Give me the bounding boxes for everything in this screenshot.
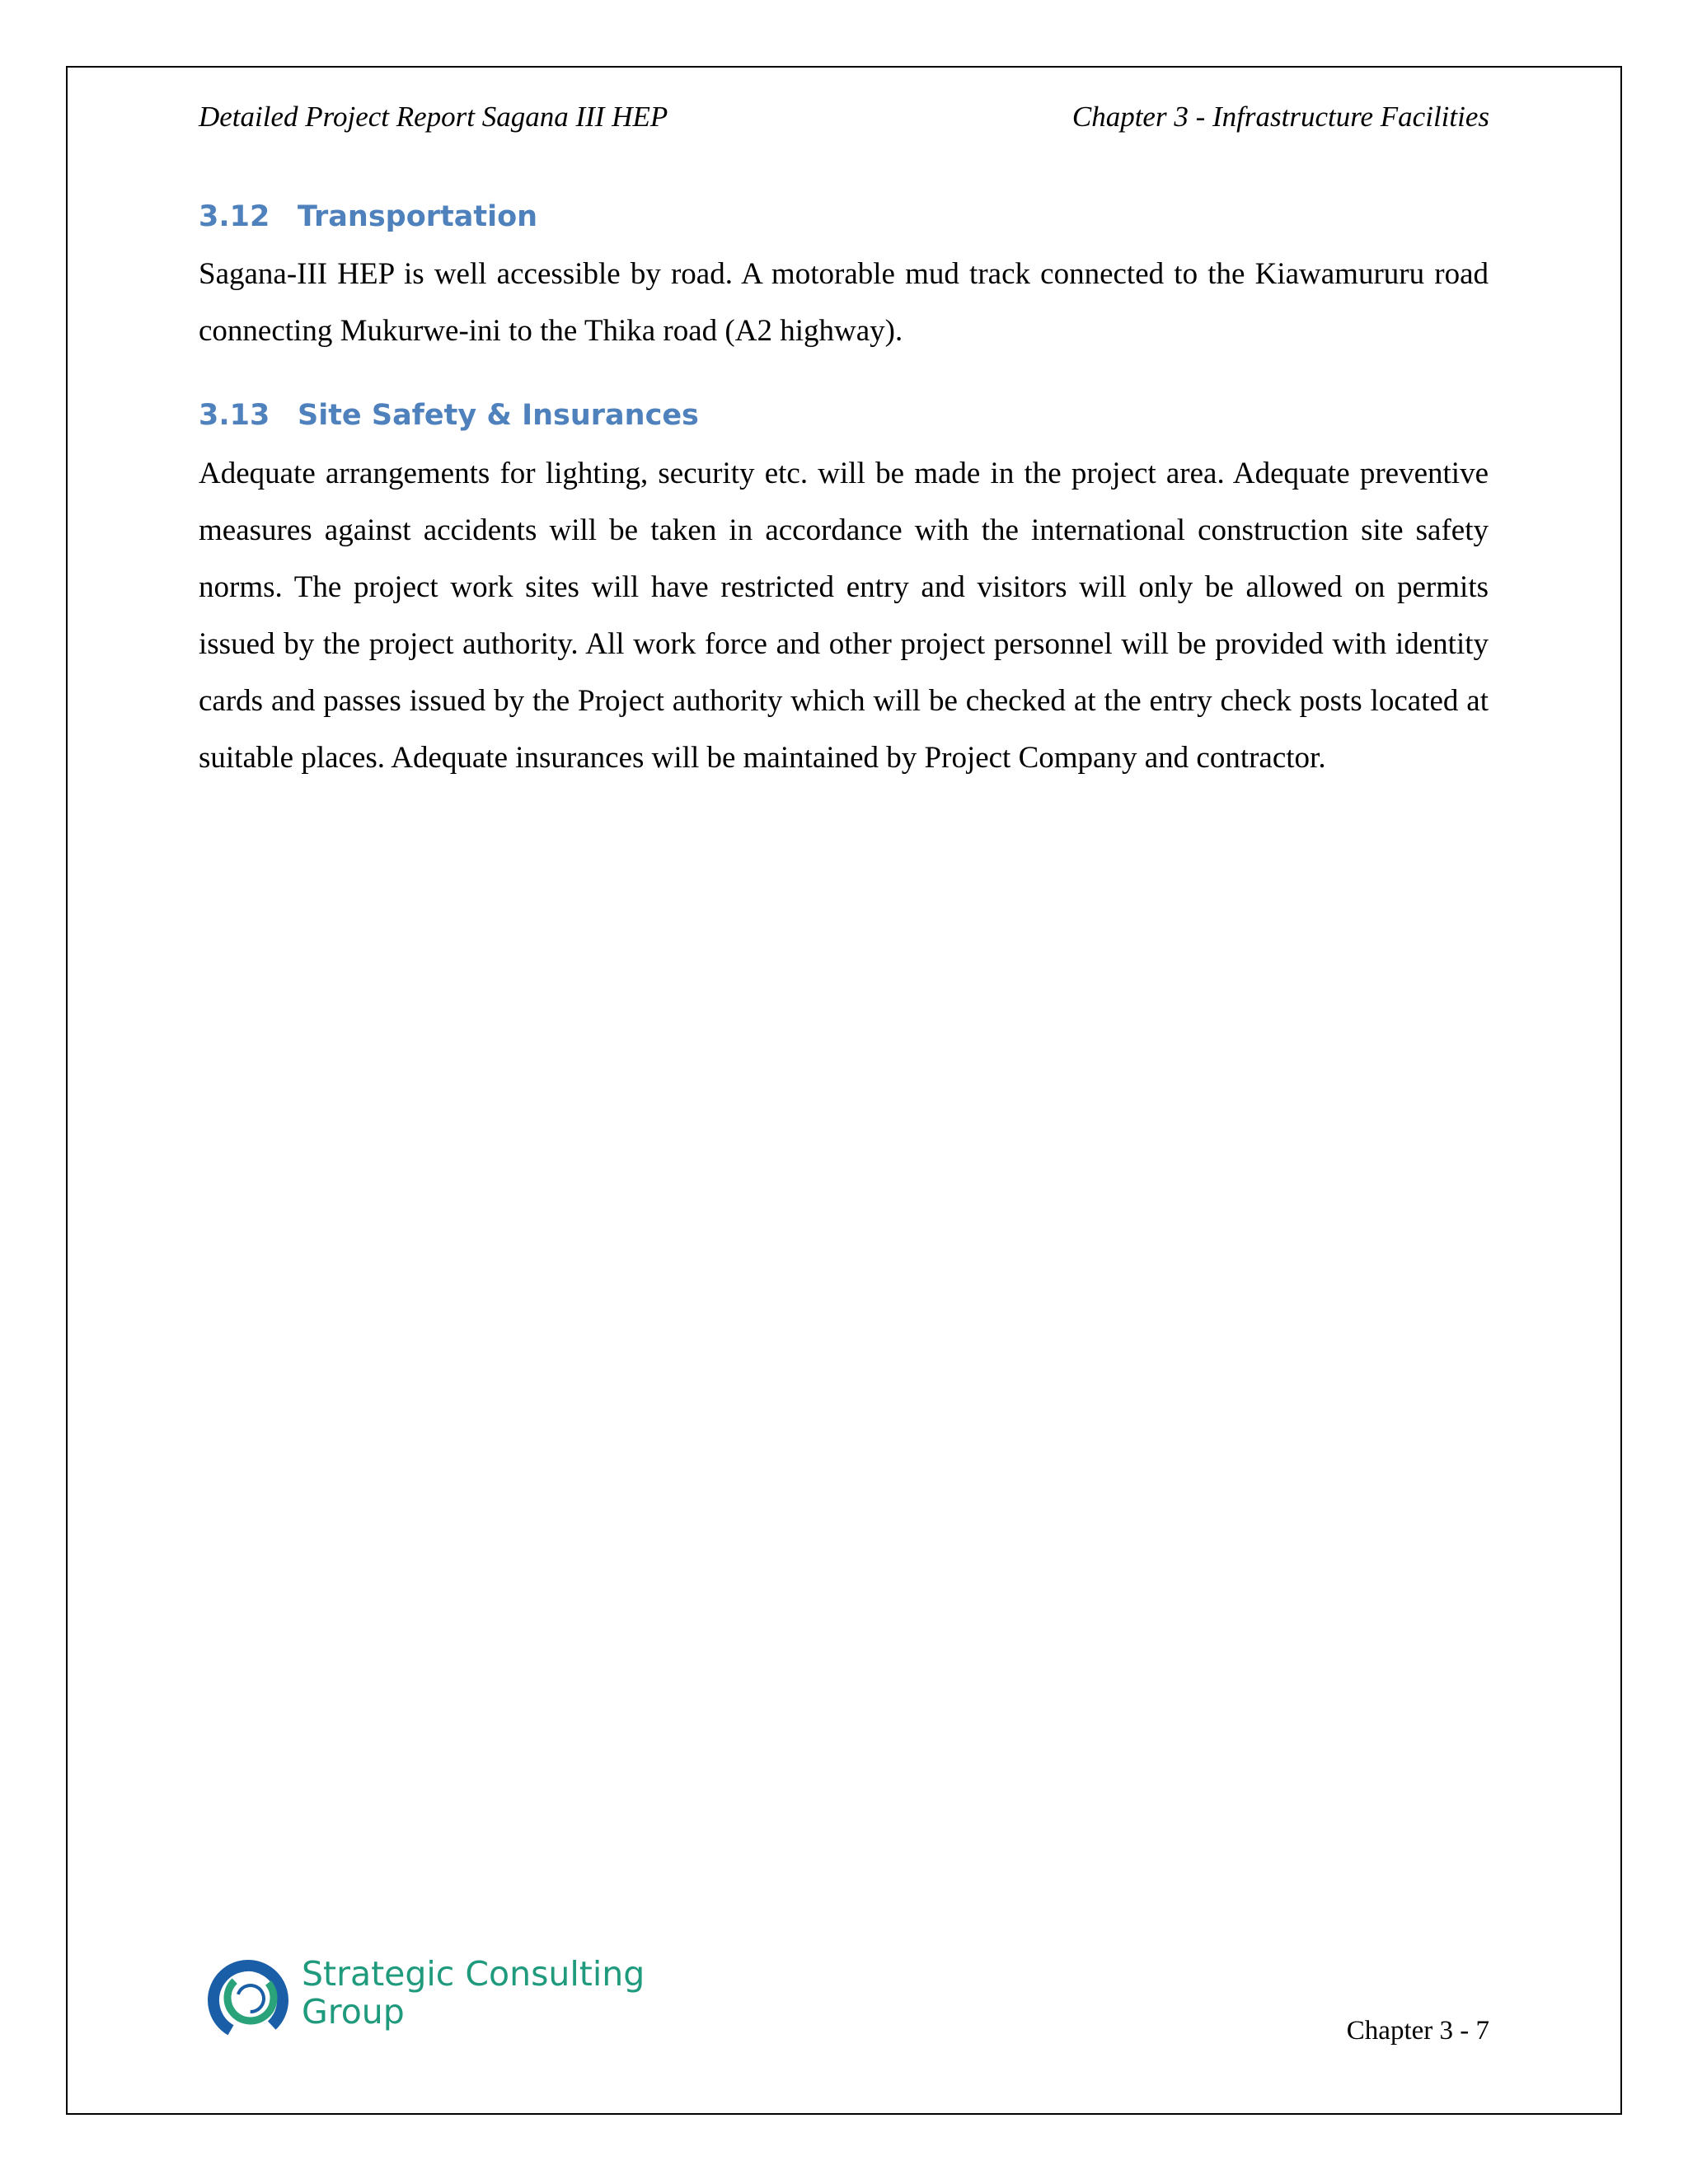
running-header-left: Detailed Project Report Sagana III HEP xyxy=(199,101,668,133)
paragraph-transportation: Sagana-III HEP is well accessible by road. A motorable mud track connected to the Kiawamururu road connecting Mukurwe-ini to the Thika road (A2 highway). xyxy=(199,257,1489,348)
logo-text xyxy=(302,1955,645,2031)
section-number: 3.13 xyxy=(199,399,270,432)
logo-line-1: Strategic Consulting xyxy=(302,1954,645,1994)
section-heading-site-safety xyxy=(199,396,699,435)
company-logo xyxy=(204,1955,666,2046)
paragraph-site-safety: Adequate arrangements for lighting, security etc. will be made in the project area. Adequate preventive measures against accidents will be taken in accordance with the international construction site safety norms. The project work sites will have restricted entry and visitors will only be allowed on permits issued by the project authority. All work force and other project personnel will be provided with identity cards and passes issued by the Project authority which will be checked at the entry check posts located at suitable places. Adequate insurances will be maintained by Project Company and contractor. xyxy=(199,457,1489,775)
section-number: 3.12 xyxy=(199,200,270,233)
page-number: Chapter 3 - 7 xyxy=(1346,2016,1489,2046)
section-title: Transportation xyxy=(298,200,538,233)
section-heading-transportation xyxy=(199,197,537,237)
section-title: Site Safety & Insurances xyxy=(298,399,699,432)
running-header-right: Chapter 3 - Infrastructure Facilities xyxy=(1071,101,1489,133)
logo-swirl-icon xyxy=(204,1955,295,2046)
logo-line-2: Group xyxy=(302,1992,405,2032)
page-border xyxy=(66,66,1622,2115)
